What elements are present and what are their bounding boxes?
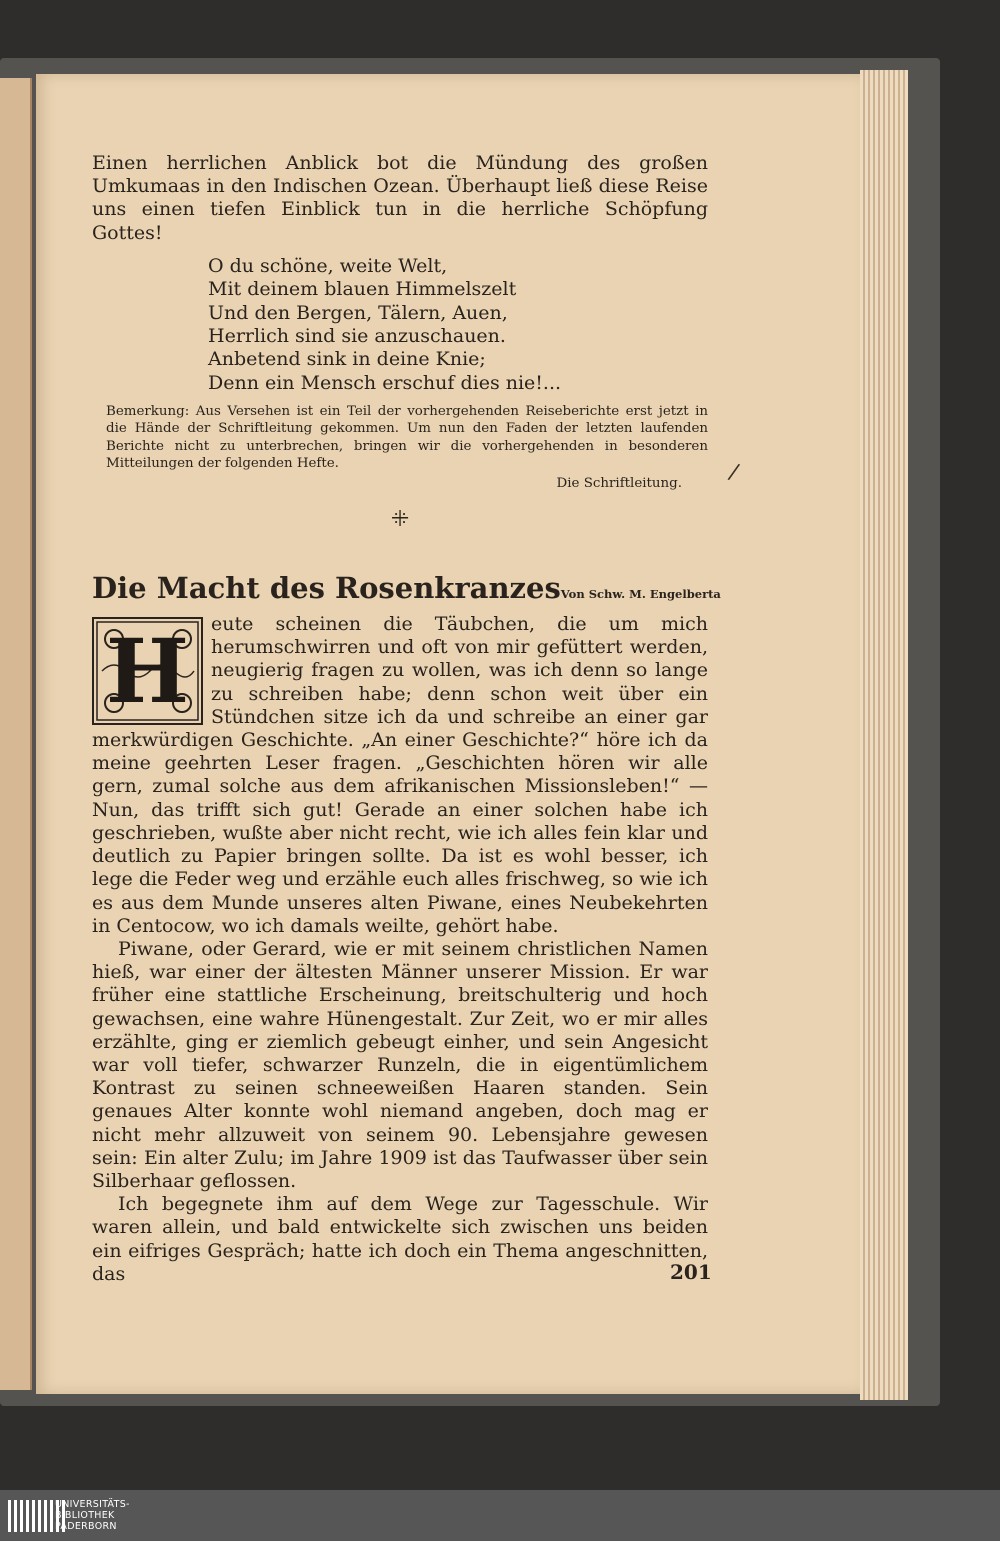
dropcap-ornament: [92, 617, 203, 725]
dropcap-letter: H: [105, 619, 190, 724]
article-paragraph: Piwane, oder Gerard, wie er mit seinem christlichen Namen hieß, war einer der ältesten Männer unserer Mission. Er war früher eine stattliche Erscheinung, breitschulterig und hoch gewachsen, eine wahre Hünengestalt. Zur Zeit, wo er mir alles erzählte, ging er ziemlich gebeugt einher, und sein Angesicht war voll tiefer, schwarzer Runzeln, die in eigentümlichem Kontrast zu seinen schneeweißen Haaren standen. Sein genaues Alter konnte wohl niemand angeben, doch mag er nicht mehr allzuweit von seinem 90. Lebensjahre gewesen sein: Ein alter Zulu; im Jahre 1909 ist das Taufwasser über sein Silberhaar geflossen.: [92, 937, 708, 1192]
pencil-mark-icon: /: [726, 459, 742, 486]
page-content: [92, 152, 721, 1286]
logo-line: PADERBORN: [55, 1521, 117, 1532]
article-paragraph: Ich begegnete ihm auf dem Wege zur Tagesschule. Wir waren allein, und bald entwickelte sich zwischen uns beiden ein eifriges Gespräch; hatte ich doch ein Thema angeschnitten, das: [92, 1193, 708, 1285]
article-byline: Von Schw. M. Engelberta: [560, 587, 721, 602]
page-number: 201: [670, 1260, 712, 1284]
logo-line: BIBLIOTHEK: [55, 1510, 115, 1521]
library-logo-text: [55, 1499, 130, 1532]
editorial-note: Bemerkung: Aus Versehen ist ein Teil der vorhergehenden Reiseberichte erst jetzt in die Hände der Schriftleitung gekommen. Um nun den Faden der letzten laufenden Berichte nicht zu unterbrechen, bringen wir die vorhergehenden in besonderen Mitteilungen der folgenden Hefte.: [106, 404, 708, 471]
poem-line: Anbetend sink in deine Knie;: [208, 348, 486, 371]
ornament-icon: ꔰ: [390, 507, 410, 533]
logo-line: UNIVERSITÄTS-: [55, 1499, 130, 1510]
intro-paragraph: Einen herrlichen Anblick bot die Mündung des großen Umkumaas in den Indischen Ozean. Überhaupt ließ diese Reise uns einen tiefen Einblick tun in die herrliche Schöpfung Gottes!: [92, 152, 708, 244]
poem-line: O du schöne, weite Welt,: [208, 254, 448, 277]
poem-line: Herrlich sind sie anzuschauen.: [208, 325, 506, 348]
poem: [208, 255, 708, 395]
library-footer: [0, 1490, 1000, 1541]
article-body: [92, 613, 708, 1286]
article-header: [92, 571, 721, 606]
article-title: Die Macht des Rosenkranzes: [92, 571, 561, 606]
editorial-signature: Die Schriftleitung.: [556, 476, 682, 492]
poem-line: Mit deinem blauen Himmelszelt: [208, 278, 517, 301]
left-page-edge: [0, 78, 32, 1390]
page-edges: [860, 70, 908, 1400]
poem-line: Denn ein Mensch erschuf dies nie!...: [208, 371, 562, 394]
poem-line: Und den Bergen, Tälern, Auen,: [208, 301, 508, 324]
article-paragraph: eute scheinen die Täubchen, die um mich herumschwirren und oft von mir gefüttert werden, neugierig fragen zu wollen, was ich denn so lange zu schreiben habe; denn schon weit über ein Stündchen sitze ich da und schreibe an einer gar merkwürdigen Geschichte. „An einer Geschichte?“ höre ich da meine geehrten Leser fragen. „Geschichten hören wir alle gern, zumal solche aus dem afrikanischen Missionsleben!“ — Nun, das trifft sich gut! Gerade an einer solchen habe ich geschrieben, wußte aber nicht recht, wie ich alles fein klar und deutlich zu Papier bringen sollte. Da ist es wohl besser, ich lege die Feder weg und erzähle euch alles frischweg, so wie ich es aus dem Munde unseres alten Piwane, eines Neubekehrten in Centocow, wo ich damals weilte, gehört habe.: [92, 613, 708, 937]
